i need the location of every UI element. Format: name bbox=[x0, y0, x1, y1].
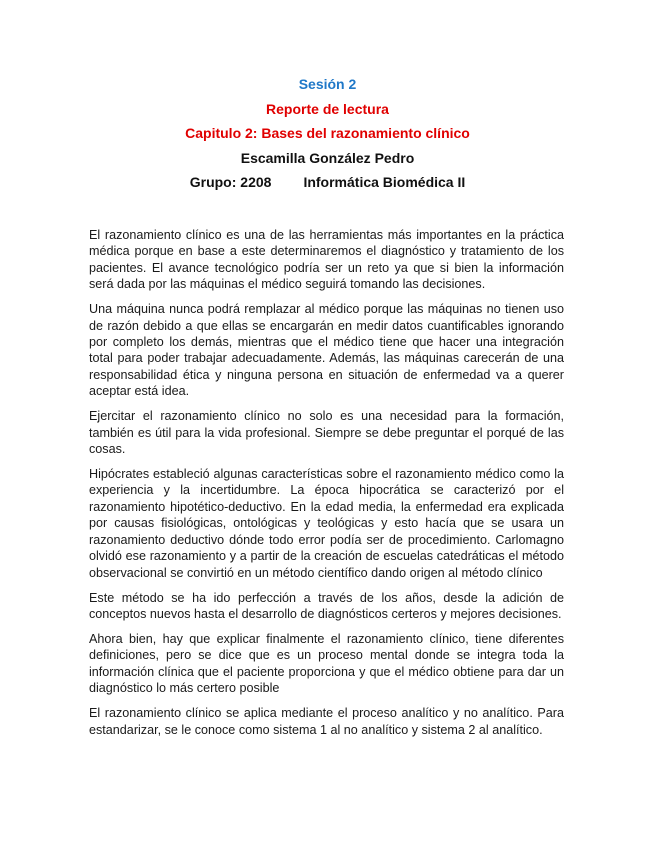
report-body bbox=[89, 227, 564, 747]
chapter-title: Capitulo 2: Bases del razonamiento clínico bbox=[185, 125, 470, 141]
course-name: Informática Biomédica II bbox=[303, 174, 466, 190]
paragraph: Este método se ha ido perfección a través de los años, desde la adición de conceptos nuevos hasta el desarrollo de diagnósticos certeros y mejores decisiones. bbox=[89, 590, 564, 621]
paragraph: Hipócrates estableció algunas características sobre el razonamiento médico como la experiencia y la incertidumbre. La época hipocrática se caracterizó por el razonamiento hipotético-deductivo. En la edad media, la enfermedad era explicada por causas fisiológicas, ontológicas y teológicas y esto hacía que se usara un razonamiento deductivo dónde todo error podía ser de procedimiento. Carlomagno olvidó ese razonamiento y a partir de la creación de escuelas catedráticas el método observacional se convirtió en un método científico dando origen al método clínico bbox=[89, 467, 564, 580]
paragraph: El razonamiento clínico es una de las herramientas más importantes en la práctica médica porque en base a este determinaremos el diagnóstico y tratamiento de los pacientes. El avance tecnológico podría ser un reto ya que si bien la información será dada por las máquinas el médico seguirá tomando las decisiones. bbox=[89, 228, 564, 292]
session-title: Sesión 2 bbox=[298, 76, 357, 92]
document-header bbox=[0, 72, 655, 195]
paragraph: El razonamiento clínico se aplica mediante el proceso analítico y no analítico. Para estandarizar, se le conoce como sistema 1 al no analítico y sistema 2 al analítico. bbox=[89, 706, 564, 737]
author-name: Escamilla González Pedro bbox=[240, 149, 415, 166]
paragraph: Ahora bien, hay que explicar finalmente el razonamiento clínico, tiene diferentes definiciones, pero se dice que es un proceso mental donde se integra toda la información clínica que el paciente proporciona y que el médico obtiene para dar un diagnóstico lo más certero posible bbox=[89, 631, 564, 696]
report-type-title: Reporte de lectura bbox=[266, 100, 389, 117]
paragraph: Ejercitar el razonamiento clínico no solo es una necesidad para la formación, también es útil para la vida profesional. Siempre se debe preguntar el porqué de las cosas. bbox=[89, 409, 564, 457]
group-number: Grupo: 2208 bbox=[189, 174, 272, 190]
group-course-line bbox=[0, 170, 655, 195]
paragraph: Una máquina nunca podrá remplazar al médico porque las máquinas no tienen uso de razón debido a que ellas se encargarán en medir datos cuantificables ignorando por completo los demás, mientras que el médico tiene que hacer una integración total para poder trabajar adecuadamente. Además, las máquinas carecerán de una responsabilidad ética y ninguna persona en situación de enfermedad va a querer aceptar está idea. bbox=[89, 302, 564, 399]
